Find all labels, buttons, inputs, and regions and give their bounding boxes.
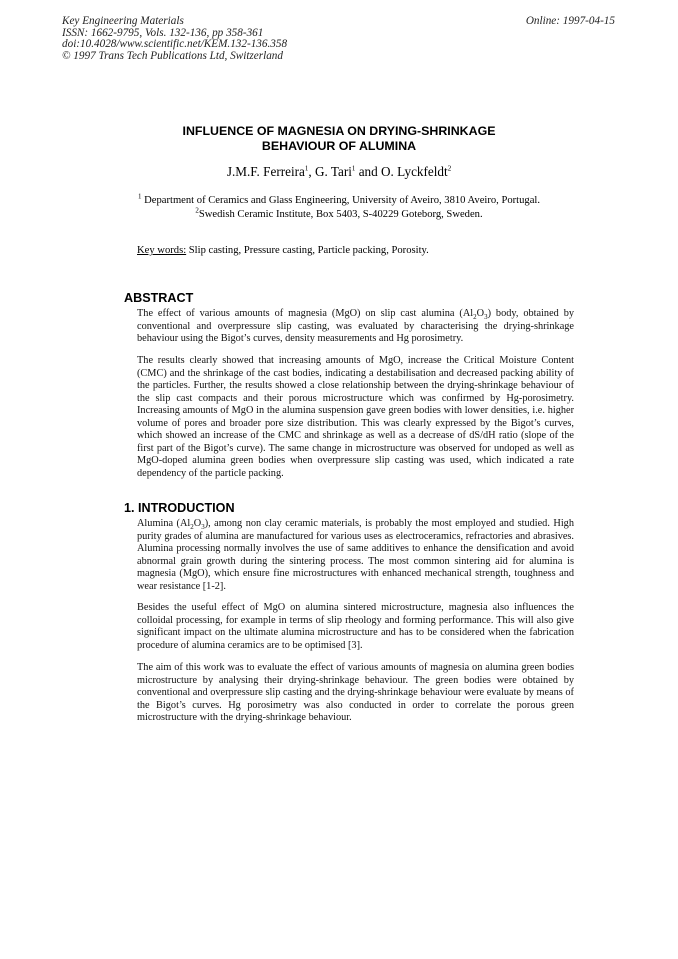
affiliation-text: Swedish Ceramic Institute, Box 5403, S-40229 Goteborg, Sweden. [198,209,483,220]
subscript: 3 [484,313,488,322]
text-run: ) body, obtained by conventional and overpressure slip casting, was evaluated by characterising the drying-shrinkage behaviour using the Bigot’s curves, density measurements and Hg porosimetry. [137,308,575,344]
subscript: 3 [201,523,205,532]
introduction-paragraph-2: Besides the useful effect of MgO on alumina sintered microstructure, magnesia also influences the colloidal processing, for example in terms of slip rheology and forming performance. This will also give significant impact on the ultimate alumina microstructure and has to be considered when the fabrication procedure of alumina ceramics are to be optimised [3]. [137,602,574,651]
subscript: 2 [473,313,477,322]
journal-name: Key Engineering Materials [62,15,184,27]
abstract-paragraph-2: The results clearly showed that increasing amounts of MgO, increase the Critical Moisture Content (CMC) and the shrinkage of the cast bodies, indicating a destabilisation and decreased packing ability of the particles. Further, the results showed a close relationship between the drying-shrinkage behaviour of the slip cast compacts and their porous microstructure which was confirmed by Hg-porosimetry. Increasing amounts of MgO in the alumina suspension gave green bodies with lower densities, i.e. higher volume of pores and broader pore size distribution. This was clearly expressed by the Bigot’s curves, which showed an increase of the CMC and shrinkage as well as a decrease of dS/dH ratio (slope of the first part of the Bigot’s curve). The same change in microstructure was observed for undoped as well as MgO-doped alumina green bodies when overpressure slip casting was used, which indicated a rate dependency of the particle packing. [137,355,574,479]
introduction-heading: 1. INTRODUCTION [124,501,235,515]
running-header-left [62,16,287,62]
author-separator: and [355,164,382,179]
introduction-paragraph-3: The aim of this work was to evaluate the effect of various amounts of magnesia on alumina green bodies microstructure by analysing their drying-shrinkage behaviour. The green bodies were obtained by conventional and overpressure slip casting and the drying-shrinkage behaviour were evaluate by means of the Bigot’s curves. Hg porosimetry was also conducted in order to correlate the porous green microstructure with the drying-shrinkage behaviour. [137,662,574,723]
doi-line: doi:10.4028/www.scientific.net/KEM.132-136.358 [62,38,288,51]
text-run: ), among non clay ceramic materials, is probably the most employed and studied. High purity grades of alumina are manufactured for various uses as electroceramics, refractories and abrasives. Alumina processing normally involves the use of same additives to enhance the densification and avoid abnormal grain growth during the sintering process. The most common sintering aid for alumina is magnesia (MgO), which ensure fine microstructures with enhanced mechanical strength, toughness and wear resistance [1-2]. [137,518,574,592]
online-date: Online: 1997-04-15 [525,15,615,27]
text-run: The effect of various amounts of magnesia (MgO) on slip cast alumina (Al [137,308,474,319]
affiliation-text: Department of Ceramics and Glass Engineering, University of Aveiro, 3810 Aveiro, Portugal. [141,195,541,206]
text-run: Alumina (Al [137,518,191,529]
author-affil-mark: 2 [447,164,452,173]
abstract-heading: ABSTRACT [124,291,194,305]
keywords [137,245,429,256]
affiliations [0,194,678,222]
affiliation-mark: 2 [195,206,199,215]
abstract-paragraph-1 [137,308,574,346]
affiliation-1 [0,194,678,208]
copyright-line: © 1997 Trans Tech Publications Ltd, Switzerland [62,49,283,62]
title-line-1: INFLUENCE OF MAGNESIA ON DRYING-SHRINKAGE [182,124,496,138]
affiliation-2 [0,208,678,222]
author-affil-mark: 1 [351,164,356,173]
author-list [0,164,678,180]
text-run: O [193,518,202,529]
text-run: O [476,308,485,319]
introduction-paragraph-1 [137,518,574,593]
keywords-text: Slip casting, Pressure casting, Particle packing, Porosity. [186,245,429,256]
running-header-right [526,16,615,28]
author-name: O. Lyckfeldt [381,164,448,179]
author-name: G. Tari [314,164,352,179]
author-affil-mark: 1 [304,164,309,173]
affiliation-mark: 1 [137,192,142,201]
title-line-2: BEHAVIOUR OF ALUMINA [261,139,417,153]
keywords-label: Key words: [137,245,187,256]
author-separator: , [308,164,315,179]
author-name: J.M.F. Ferreira [226,164,305,179]
subscript: 2 [190,523,194,532]
issn-line: ISSN: 1662-9795, Vols. 132-136, pp 358-361 [62,26,264,39]
paper-title [0,124,678,154]
